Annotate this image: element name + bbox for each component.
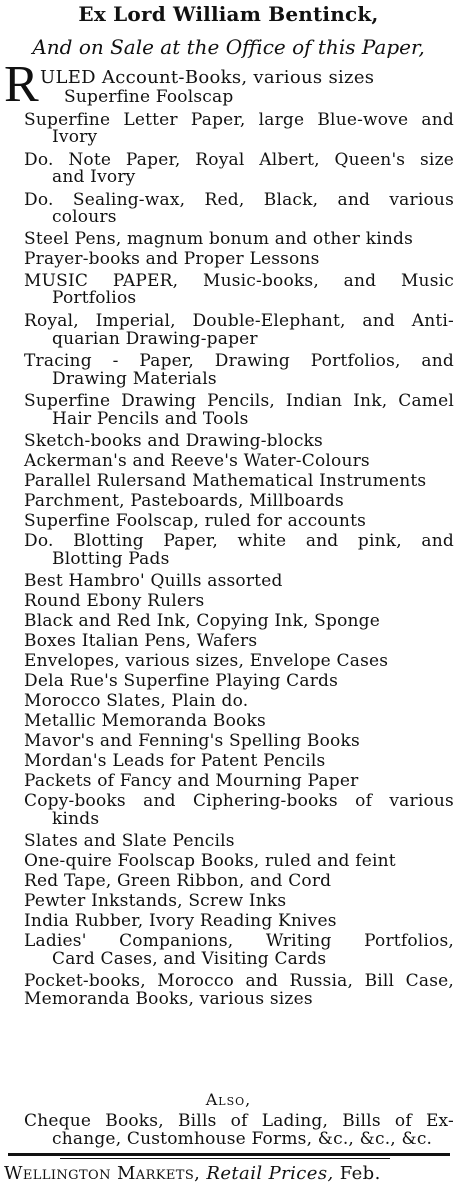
list-item: Do. Note Paper, Royal Albert, Queen's size (24, 150, 454, 170)
list-item: Metallic Memoranda Books (24, 711, 266, 731)
list-item: Memoranda Books, various sizes (24, 989, 313, 1009)
list-item: Ladies' Companions, Writing Portfolios, (24, 931, 454, 951)
also-heading: Also, (205, 1090, 252, 1109)
list-item: Copy-books and Ciphering-books of various (24, 791, 454, 811)
list-item: Slates and Slate Pencils (24, 831, 235, 851)
list-item: Mordan's Leads for Patent Pencils (24, 751, 326, 771)
list-item: Superfine Foolscap, ruled for accounts (24, 511, 367, 531)
list-item: colours (52, 207, 117, 227)
list-item: Round Ebony Rulers (24, 591, 205, 611)
list-item: Superfine Drawing Pencils, Indian Ink, Camel (24, 391, 454, 411)
footer-heading (4, 1162, 381, 1186)
list-item (24, 230, 413, 249)
also-item: Cheque Books, Bills of Lading, Bills of Ex- (24, 1111, 454, 1131)
list-item: Morocco Slates, Plain do. (24, 691, 249, 711)
list-item: Pewter Inkstands, Screw Inks (24, 891, 287, 911)
list-item: and Ivory (52, 167, 136, 187)
list-item: Royal, Imperial, Double-Elephant, and Anti- (24, 311, 454, 331)
separator-rule-thin (60, 1158, 390, 1159)
list-item: kinds (52, 809, 100, 829)
list-item: Card Cases, and Visiting Cards (52, 949, 327, 969)
list-item: MUSIC PAPER, Music-books, and Music (24, 271, 454, 291)
separator-rule (8, 1153, 450, 1156)
list-item-part: Steel Pens, magnum bonum and other kinds (24, 229, 414, 249)
drop-cap-letter: R (4, 56, 39, 113)
footer-italic: Retail Prices, (206, 1163, 334, 1184)
list-item: Hair Pencils and Tools (52, 409, 249, 429)
list-item: Ivory (52, 127, 98, 147)
list-item: One-quire Foolscap Books, ruled and feint (24, 851, 396, 871)
list-item: Envelopes, various sizes, Envelope Cases (24, 651, 389, 671)
list-item: Parchment, Pasteboards, Millboards (24, 491, 344, 511)
list-item: Drawing Materials (52, 369, 217, 389)
also-item: change, Customhouse Forms, &c., &c., &c. (52, 1129, 433, 1149)
advertisement-subtitle: And on Sale at the Office of this Paper, (32, 35, 425, 59)
list-item: Dela Rue's Superfine Playing Cards (24, 671, 339, 691)
list-item: Superfine Foolscap (64, 87, 234, 107)
footer-left: Wellington Markets, (4, 1163, 201, 1184)
list-item: Tracing - Paper, Drawing Portfolios, and (24, 351, 454, 371)
first-line-text: ULED Account-Books, various sizes (40, 67, 375, 88)
footer-right: Feb. (339, 1163, 381, 1184)
list-item: Parallel Rulersand Mathematical Instruments (24, 471, 427, 491)
list-item: Black and Red Ink, Copying Ink, Sponge (24, 611, 381, 631)
list-item: Packets of Fancy and Mourning Paper (24, 771, 359, 791)
list-item: Red Tape, Green Ribbon, and Cord (24, 871, 332, 891)
list-item: Sketch-books and Drawing-blocks (24, 431, 323, 451)
list-item: quarian Drawing-paper (52, 329, 258, 349)
list-item: Mavor's and Fenning's Spelling Books (24, 731, 360, 751)
list-item: Do. Sealing-wax, Red, Black, and various (24, 190, 454, 210)
list-item: Do. Blotting Paper, white and pink, and (24, 531, 454, 551)
list-item: Prayer-books and Proper Lessons (24, 249, 320, 269)
advertisement-title: Ex Lord William Bentinck, (78, 2, 379, 26)
list-item: Portfolios (52, 288, 137, 308)
list-item: Best Hambro' Quills assorted (24, 571, 283, 591)
list-item: India Rubber, Ivory Reading Knives (24, 911, 337, 931)
list-item: Ackerman's and Reeve's Water-Colours (24, 451, 370, 471)
list-item: Pocket-books, Morocco and Russia, Bill Case, (24, 971, 454, 991)
list-item: Blotting Pads (52, 549, 170, 569)
list-item: Superfine Letter Paper, large Blue-wove and (24, 110, 454, 130)
list-item: Boxes Italian Pens, Wafers (24, 631, 258, 651)
